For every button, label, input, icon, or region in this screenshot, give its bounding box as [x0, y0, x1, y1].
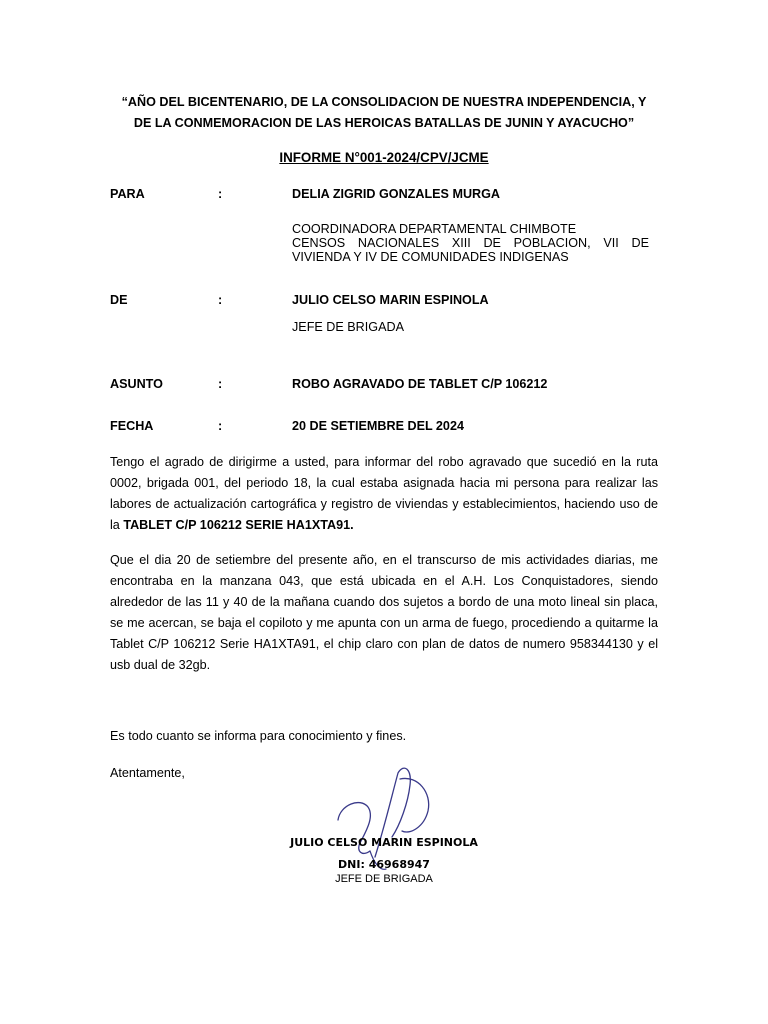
para-label: PARA [110, 187, 145, 201]
para-role-line-1: COORDINADORA DEPARTAMENTAL CHIMBOTE [292, 222, 577, 236]
fecha-value: 20 DE SETIEMBRE DEL 2024 [292, 419, 464, 433]
body-paragraph-1 [110, 452, 658, 536]
de-name: JULIO CELSO MARIN ESPINOLA [292, 293, 489, 307]
para-colon: : [218, 187, 223, 201]
para-role-line-3: VIVIENDA Y IV DE COMUNIDADES INDIGENAS [292, 250, 569, 264]
para-role-line-2: CENSOS NACIONALES XIII DE POBLACION, VII DE [292, 236, 649, 250]
signature-name: JULIO CELSO MARIN ESPINOLA [290, 836, 478, 849]
signature-dni: DNI: 46968947 [338, 858, 430, 871]
report-title: INFORME N°001-2024/CPV/JCME [279, 150, 489, 165]
document-heading [100, 92, 668, 134]
asunto-colon: : [218, 377, 223, 391]
asunto-label: ASUNTO [110, 377, 163, 391]
fecha-label: FECHA [110, 419, 154, 433]
de-role: JEFE DE BRIGADA [292, 320, 404, 334]
para-role [292, 222, 649, 264]
body-paragraph-1-text: Tengo el agrado de dirigirme a usted, para informar del robo agravado que sucedió en la ruta 0002, brigada 001, del periodo 18, la cual estaba asignada hacia mi persona para realizar las labores de actualización cartográfica y registro de viviendas y establecimientos, haciendo uso de la [110, 455, 658, 532]
greeting-text: Atentamente, [110, 766, 185, 780]
para-name: DELIA ZIGRID GONZALES MURGA [292, 187, 501, 201]
closing-text: Es todo cuanto se informa para conocimiento y fines. [110, 729, 407, 743]
heading-line-1: “AÑO DEL BICENTENARIO, DE LA CONSOLIDACION DE NUESTRA INDEPENDENCIA, Y [121, 95, 647, 109]
body-paragraph-1-bold: TABLET C/P 106212 SERIE HA1XTA91. [123, 518, 354, 532]
fecha-colon: : [218, 419, 223, 433]
heading-line-2: DE LA CONMEMORACION DE LAS HEROICAS BATALLAS DE JUNIN Y AYACUCHO” [133, 116, 635, 130]
de-label: DE [110, 293, 128, 307]
asunto-value: ROBO AGRAVADO DE TABLET C/P 106212 [292, 377, 548, 391]
body-paragraph-2: Que el dia 20 de setiembre del presente año, en el transcurso de mis actividades diarias, me encontraba en la manzana 043, que está ubicada en el A.H. Los Conquistadores, siendo alrededor de las 11 y 40 de la mañana cuando dos sujetos a bordo de una moto lineal sin placa, se me acercan, se baja el copiloto y me apunta con un arma de fuego, procediendo a quitarme la Tablet C/P 106212 Serie HA1XTA91, el chip claro con plan de datos de numero 958344130 y el usb dual de 32gb. [110, 553, 658, 672]
de-colon: : [218, 293, 223, 307]
signature-role: JEFE DE BRIGADA [335, 873, 433, 885]
